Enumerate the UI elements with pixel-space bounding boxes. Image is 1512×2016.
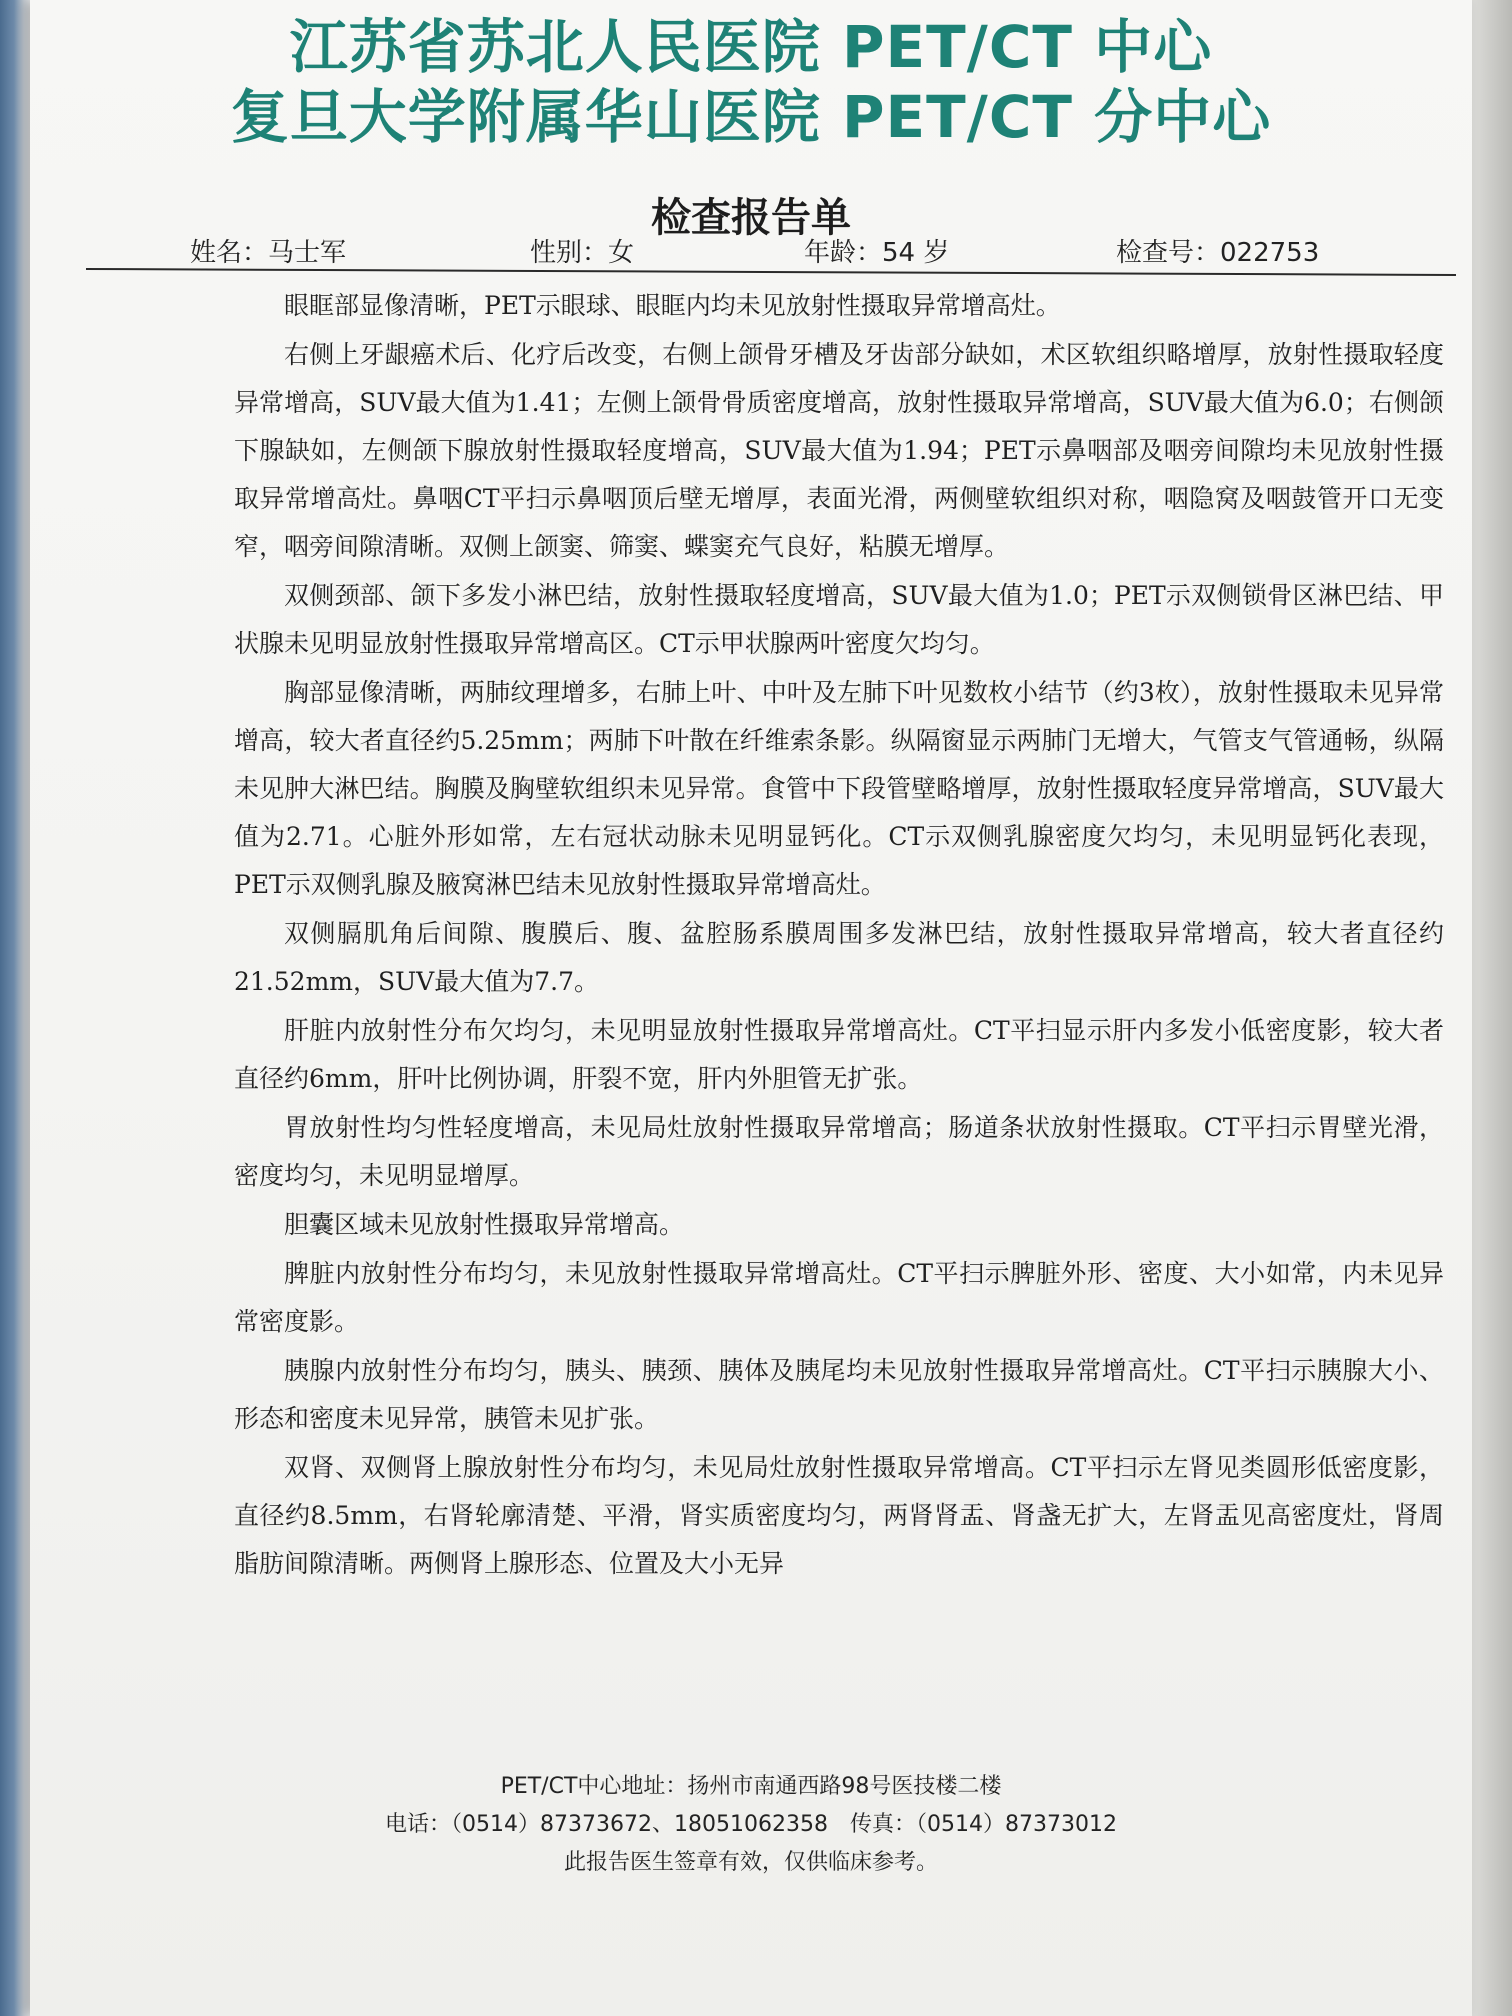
contact-phone-fax: 电话：（0514）87373672、18051062358 传真：（0514）87373012	[385, 1812, 1117, 1837]
hospital-title-line1: 江苏省苏北人民医院 PET/CT 中心	[289, 13, 1213, 81]
report-footer	[30, 1768, 1472, 1882]
patient-age: 年龄：54 岁	[804, 238, 950, 268]
finding-paragraph: 眼眶部显像清晰，PET示眼球、眼眶内均未见放射性摄取异常增高灶。	[284, 291, 1061, 320]
findings-body	[234, 282, 1444, 1589]
finding-paragraph: 双肾、双侧肾上腺放射性分布均匀，未见局灶放射性摄取异常增高。CT平扫示左肾见类圆形低密度影，直径约8.5mm，右肾轮廓清楚、平滑，肾实质密度均匀，两肾肾盂、肾盏无扩大，左肾盂见高密度灶，肾周脂肪间隙清晰。两侧肾上腺形态、位置及大小无异	[234, 1453, 1444, 1578]
finding-paragraph: 胃放射性均匀性轻度增高，未见局灶放射性摄取异常增高；肠道条状放射性摄取。CT平扫示胃壁光滑，密度均匀，未见明显增厚。	[234, 1113, 1444, 1190]
finding-paragraph: 胸部显像清晰，两肺纹理增多，右肺上叶、中叶及左肺下叶见数枚小结节（约3枚），放射性摄取未见异常增高，较大者直径约5.25mm；两肺下叶散在纤维索条影。纵隔窗显示两肺门无增大，气管支气管通畅，纵隔未见肿大淋巴结。胸膜及胸壁软组织未见异常。食管中下段管壁略增厚，放射性摄取轻度异常增高，SUV最大值为2.71。心脏外形如常，左右冠状动脉未见明显钙化。CT示双侧乳腺密度欠均匀，未见明显钙化表现，PET示双侧乳腺及腋窝淋巴结未见放射性摄取异常增高灶。	[234, 678, 1444, 899]
report-paper	[30, 0, 1472, 2016]
finding-paragraph: 双侧颈部、颌下多发小淋巴结，放射性摄取轻度增高，SUV最大值为1.0；PET示双侧锁骨区淋巴结、甲状腺未见明显放射性摄取异常增高区。CT示甲状腺两叶密度欠均匀。	[234, 581, 1444, 658]
finding-paragraph: 胰腺内放射性分布均匀，胰头、胰颈、胰体及胰尾均未见放射性摄取异常增高灶。CT平扫示胰腺大小、形态和密度未见异常，胰管未见扩张。	[234, 1356, 1444, 1433]
hospital-title-line2: 复旦大学附属华山医院 PET/CT 分中心	[230, 83, 1272, 151]
validity-note: 此报告医生签章有效，仅供临床参考。	[563, 1850, 938, 1875]
report-name: 检查报告单	[651, 195, 851, 241]
patient-name: 姓名：马士军	[190, 238, 347, 268]
header-divider	[86, 268, 1456, 276]
finding-paragraph: 右侧上牙龈癌术后、化疗后改变，右侧上颌骨牙槽及牙齿部分缺如，术区软组织略增厚，放射性摄取轻度异常增高，SUV最大值为1.41；左侧上颌骨骨质密度增高，放射性摄取异常增高，SUV最大值为6.0；右侧颌下腺缺如，左侧颌下腺放射性摄取轻度增高，SUV最大值为1.94；PET示鼻咽部及咽旁间隙均未见放射性摄取异常增高灶。鼻咽CT平扫示鼻咽顶后壁无增厚，表面光滑，两侧壁软组织对称，咽隐窝及咽鼓管开口无变窄，咽旁间隙清晰。双侧上颌窦、筛窦、蝶窦充气良好，粘膜无增厚。	[234, 340, 1444, 561]
finding-paragraph: 胆囊区域未见放射性摄取异常增高。	[284, 1210, 685, 1239]
finding-paragraph: 肝脏内放射性分布欠均匀，未见明显放射性摄取异常增高灶。CT平扫显示肝内多发小低密度影，较大者直径约6mm，肝叶比例协调，肝裂不宽，肝内外胆管无扩张。	[234, 1016, 1444, 1093]
finding-paragraph: 双侧膈肌角后间隙、腹膜后、腹、盆腔肠系膜周围多发淋巴结，放射性摄取异常增高，较大者直径约21.52mm，SUV最大值为7.7。	[234, 919, 1444, 996]
patient-gender: 性别：女	[530, 238, 635, 268]
exam-number: 检查号：022753	[1116, 238, 1320, 268]
finding-paragraph: 脾脏内放射性分布均匀，未见放射性摄取异常增高灶。CT平扫示脾脏外形、密度、大小如常，内未见异常密度影。	[234, 1259, 1444, 1336]
center-address: PET/CT中心地址：扬州市南通西路98号医技楼二楼	[500, 1774, 1002, 1799]
